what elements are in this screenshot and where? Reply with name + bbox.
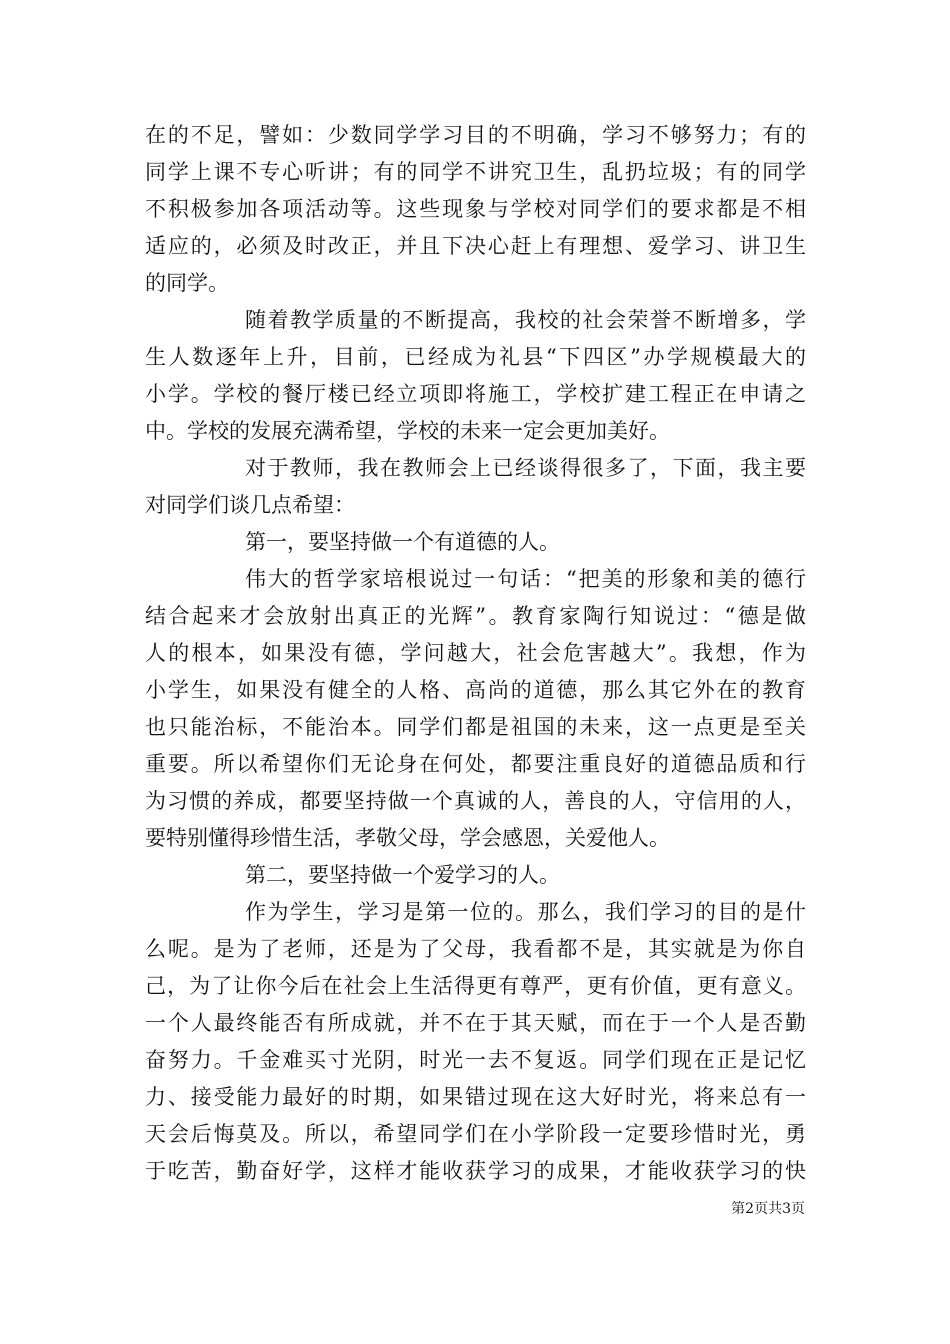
text-line: 小学。学校的餐厅楼已经立项即将施工，学校扩建工程正在申请之 (145, 382, 806, 406)
text-line: 对于教师，我在教师会上已经谈得很多了，下面，我主要 (245, 456, 806, 480)
text-line: 适应的，必须及时改正，并且下决心赶上有理想、爱学习、讲卫生 (145, 234, 806, 258)
text-line: 为习惯的养成，都要坚持做一个真诚的人，善良的人，守信用的人， (145, 789, 806, 813)
text-line: 中。学校的发展充满希望，学校的未来一定会更加美好。 (145, 419, 670, 443)
text-line: 奋努力。千金难买寸光阴，时光一去不复返。同学们现在正是记忆 (145, 1048, 806, 1072)
text-line: 么呢。是为了老师，还是为了父母，我看都不是，其实就是为你自 (145, 937, 806, 961)
text-line: 结合起来才会放射出真正的光辉”。教育家陶行知说过：“德是做 (145, 604, 806, 628)
text-line: 不积极参加各项活动等。这些现象与学校对同学们的要求都是不相 (145, 197, 806, 221)
text-line: 人的根本，如果没有德，学问越大，社会危害越大”。我想，作为 (145, 641, 806, 665)
text-line: 天会后悔莫及。所以，希望同学们在小学阶段一定要珍惜时光，勇 (145, 1122, 806, 1146)
text-line: 随着教学质量的不断提高，我校的社会荣誉不断增多，学 (245, 308, 806, 332)
text-line: 第二，要坚持做一个爱学习的人。 (245, 863, 560, 887)
text-line: 重要。所以希望你们无论身在何处，都要注重良好的道德品质和行 (145, 752, 806, 776)
text-line: 也只能治标，不能治本。同学们都是祖国的未来，这一点更是至关 (145, 715, 806, 739)
text-line: 力、接受能力最好的时期，如果错过现在这大好时光，将来总有一 (145, 1085, 806, 1109)
text-line: 同学上课不专心听讲；有的同学不讲究卫生，乱扔垃圾；有的同学 (145, 160, 806, 184)
text-line: 于吃苦，勤奋好学，这样才能收获学习的成果，才能收获学习的快 (145, 1159, 806, 1183)
text-line: 对同学们谈几点希望： (145, 493, 355, 517)
text-line: 作为学生，学习是第一位的。那么，我们学习的目的是什 (245, 900, 806, 924)
text-line: 小学生，如果没有健全的人格、高尚的道德，那么其它外在的教育 (145, 678, 806, 702)
text-line: 第一，要坚持做一个有道德的人。 (245, 530, 560, 554)
text-line: 伟大的哲学家培根说过一句话：“把美的形象和美的德行 (245, 567, 806, 591)
text-line: 生人数逐年上升，目前，已经成为礼县“下四区”办学规模最大的 (145, 345, 806, 369)
document-body (145, 117, 806, 1190)
text-line: 的同学。 (145, 271, 229, 295)
text-line: 在的不足，譬如：少数同学学习目的不明确，学习不够努力；有的 (145, 123, 806, 147)
text-line: 要特别懂得珍惜生活，孝敬父母，学会感恩，关爱他人。 (145, 826, 670, 850)
text-line: 己，为了让你今后在社会上生活得更有尊严，更有价值，更有意义。 (145, 974, 806, 998)
text-line: 一个人最终能否有所成就，并不在于其天赋，而在于一个人是否勤 (145, 1011, 806, 1035)
page-number-footer: 第2页共3页 (731, 1201, 805, 1217)
